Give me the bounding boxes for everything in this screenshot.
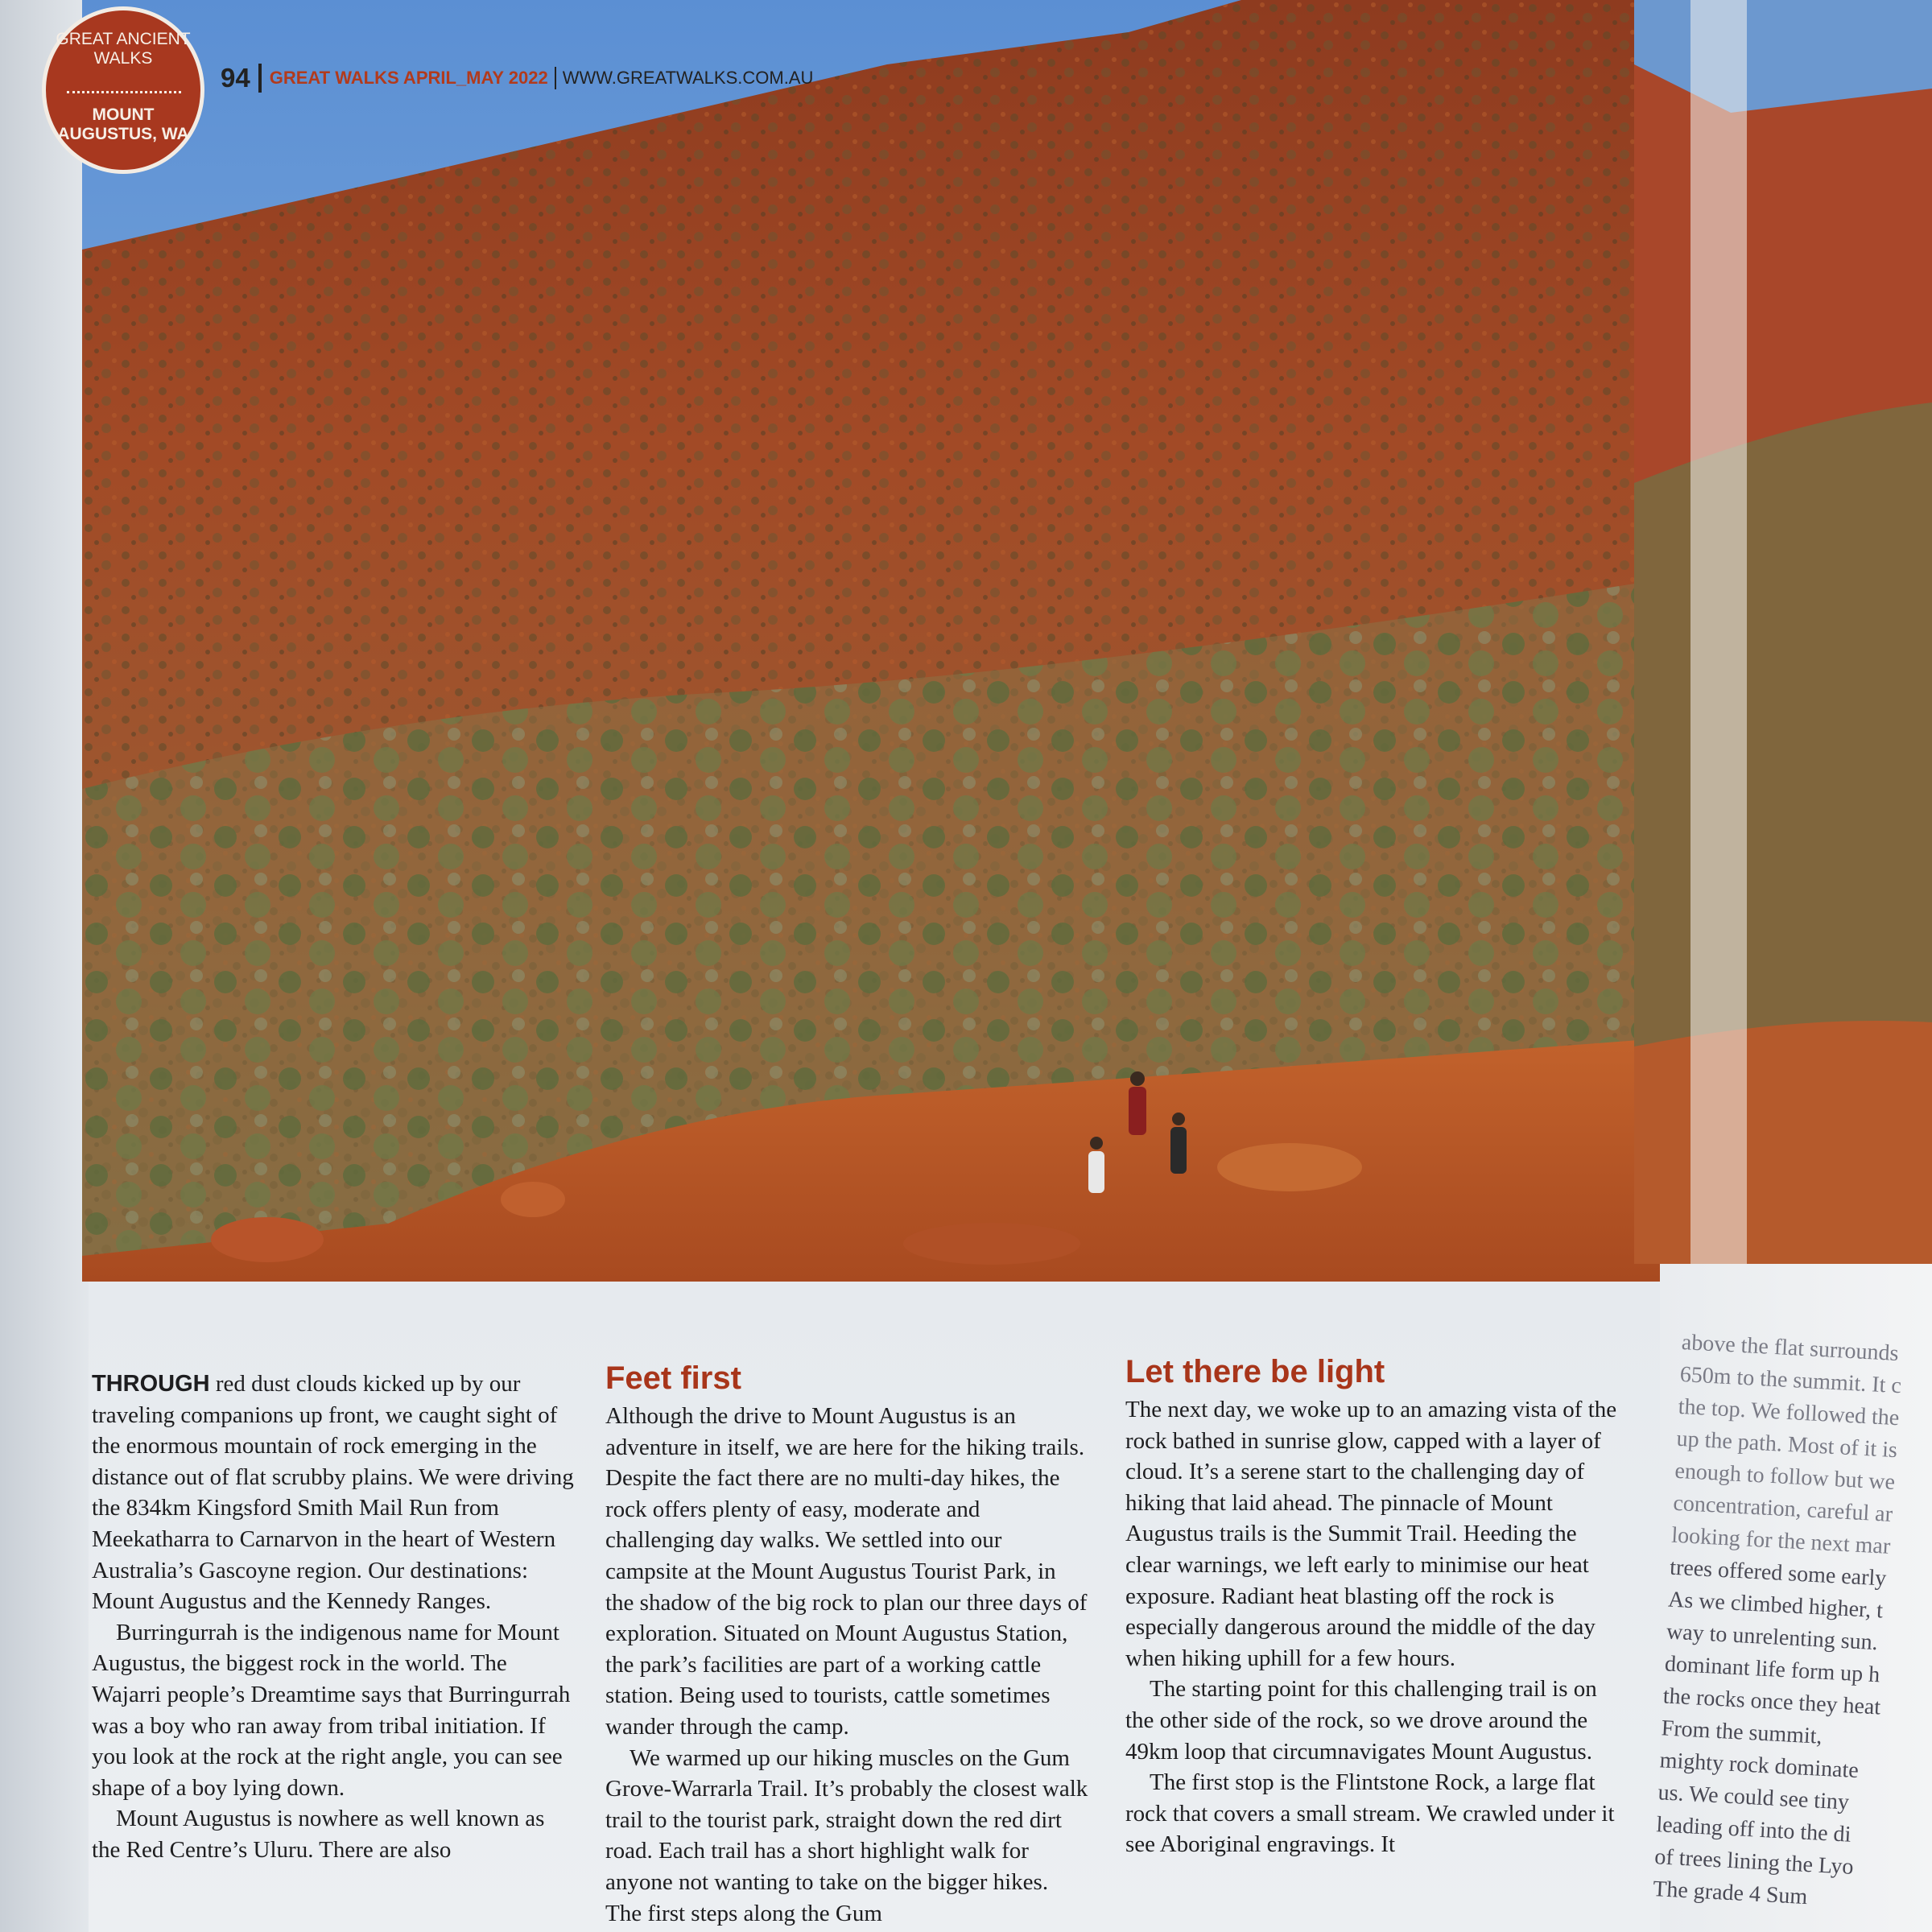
text-line: 650m to the summit. It c bbox=[1679, 1361, 1902, 1399]
article-column-1 bbox=[92, 1368, 575, 1866]
text-line: enough to follow but we bbox=[1674, 1458, 1896, 1496]
badge-series-title: GREAT ANCIENT WALKS bbox=[56, 30, 191, 68]
facing-page-column bbox=[1652, 1327, 1932, 1919]
text-line: the top. We followed the bbox=[1677, 1393, 1901, 1431]
website-link[interactable]: WWW.GREATWALKS.COM.AU bbox=[562, 68, 814, 88]
text-line: The grade 4 Sum bbox=[1652, 1876, 1809, 1910]
text-line: leading off into the di bbox=[1655, 1812, 1852, 1847]
text-line: above the flat surrounds bbox=[1681, 1329, 1900, 1367]
text-line: dominant life form up h bbox=[1664, 1651, 1881, 1688]
folio-divider bbox=[258, 64, 262, 93]
text-line: mighty rock dominate bbox=[1658, 1748, 1860, 1784]
paragraph: Mount Augustus is nowhere as well known as the Red Centre’s Uluru. There are also bbox=[92, 1806, 545, 1863]
text-line: up the path. Most of it is bbox=[1675, 1426, 1898, 1463]
section-badge bbox=[42, 6, 204, 174]
article-column-3 bbox=[1125, 1352, 1624, 1860]
text-line: concentration, careful ar bbox=[1672, 1490, 1893, 1527]
text-line: trees offered some early bbox=[1669, 1554, 1888, 1591]
badge-location: MOUNT AUGUSTUS, WA bbox=[57, 105, 189, 143]
lead-word: THROUGH bbox=[92, 1371, 210, 1397]
page-number: 94 bbox=[221, 63, 250, 93]
article-column-2 bbox=[605, 1359, 1088, 1929]
text-line: of trees lining the Lyo bbox=[1653, 1844, 1855, 1880]
paragraph: The starting point for this challenging trail is on the other side of the rock, so we drove around the 49km loop that circumnavigates Mount Augustus. bbox=[1125, 1676, 1597, 1765]
text-line: looking for the next mar bbox=[1670, 1522, 1892, 1559]
subheading-let-there-be-light: Let there be light bbox=[1125, 1354, 1385, 1389]
folio-divider-thin bbox=[555, 67, 556, 89]
text-line: From the summit, bbox=[1661, 1715, 1823, 1749]
text-line: the rocks once they heat bbox=[1662, 1683, 1881, 1720]
paragraph: We warmed up our hiking muscles on the Gum Grove-Warrarla Trail. It’s probably the closest walk trail to the tourist park, straight down the red dirt road. Each trail has a short highlight walk for anyone not wanting to take on the bigger hikes. The first steps along the Gum bbox=[605, 1744, 1088, 1926]
paragraph: The first stop is the Flintstone Rock, a large flat rock that covers a small stream. We crawled under it see Aboriginal engravings. It bbox=[1125, 1769, 1615, 1858]
folio-line bbox=[221, 63, 813, 93]
intro-text: red dust clouds kicked up by our traveling companions up front, we caught sight of the enormous mountain of rock emerging in the distance out of flat scrubby plains. We were driving the 834km Kingsford Smith Mail Run from Meekatharra to Carnarvon in the heart of Western Australia’s Gascoyne region. Our destinations: Mount Augustus and the Kennedy Ranges. bbox=[92, 1371, 574, 1615]
mountain-photo bbox=[82, 0, 1660, 1282]
subheading-feet-first: Feet first bbox=[605, 1360, 741, 1396]
paragraph: The next day, we woke up to an amazing vista of the rock bathed in sunrise glow, capped with a layer of cloud. It’s a serene start to the challenging day of hiking that laid ahead. The pinnacle of Mount Augustus trails is the Summit Trail. Heeding the clear warnings, we left early to minimise our heat exposure. Radiant heat blasting off the rock is especially dangerous around the middle of the day when hiking uphill for a few hours. bbox=[1125, 1397, 1617, 1671]
text-line: As we climbed higher, t bbox=[1667, 1587, 1884, 1624]
paragraph: Although the drive to Mount Augustus is an adventure in itself, we are here for the hiking trails. Despite the fact there are no multi-day hikes, the rock offers plenty of easy, moderate and challenging day walks. We settled into our campsite at the Mount Augustus Tourist Park, in the shadow of the big rock to plan our three days of exploration. Situated on Mount Augustus Station, the park’s facilities are part of a working cattle station. Being used to tourists, cattle sometimes wander through the camp. bbox=[605, 1403, 1088, 1740]
badge-divider bbox=[67, 91, 181, 93]
facing-page-photo bbox=[1634, 0, 1932, 1264]
text-line: way to unrelenting sun. bbox=[1666, 1619, 1879, 1656]
paragraph: Burringurrah is the indigenous name for Mount Augustus, the biggest rock in the world. The Wajarri people’s Dreamtime says that Burringurrah was a boy who ran away from tribal initiation. If you look at the rock at the right angle, you can see shape of a boy lying down. bbox=[92, 1619, 571, 1801]
intro-paragraph bbox=[92, 1368, 575, 1617]
text-line: us. We could see tiny bbox=[1657, 1780, 1850, 1815]
magazine-issue: GREAT WALKS APRIL_MAY 2022 bbox=[269, 68, 548, 88]
page-margin-left bbox=[0, 0, 93, 1932]
